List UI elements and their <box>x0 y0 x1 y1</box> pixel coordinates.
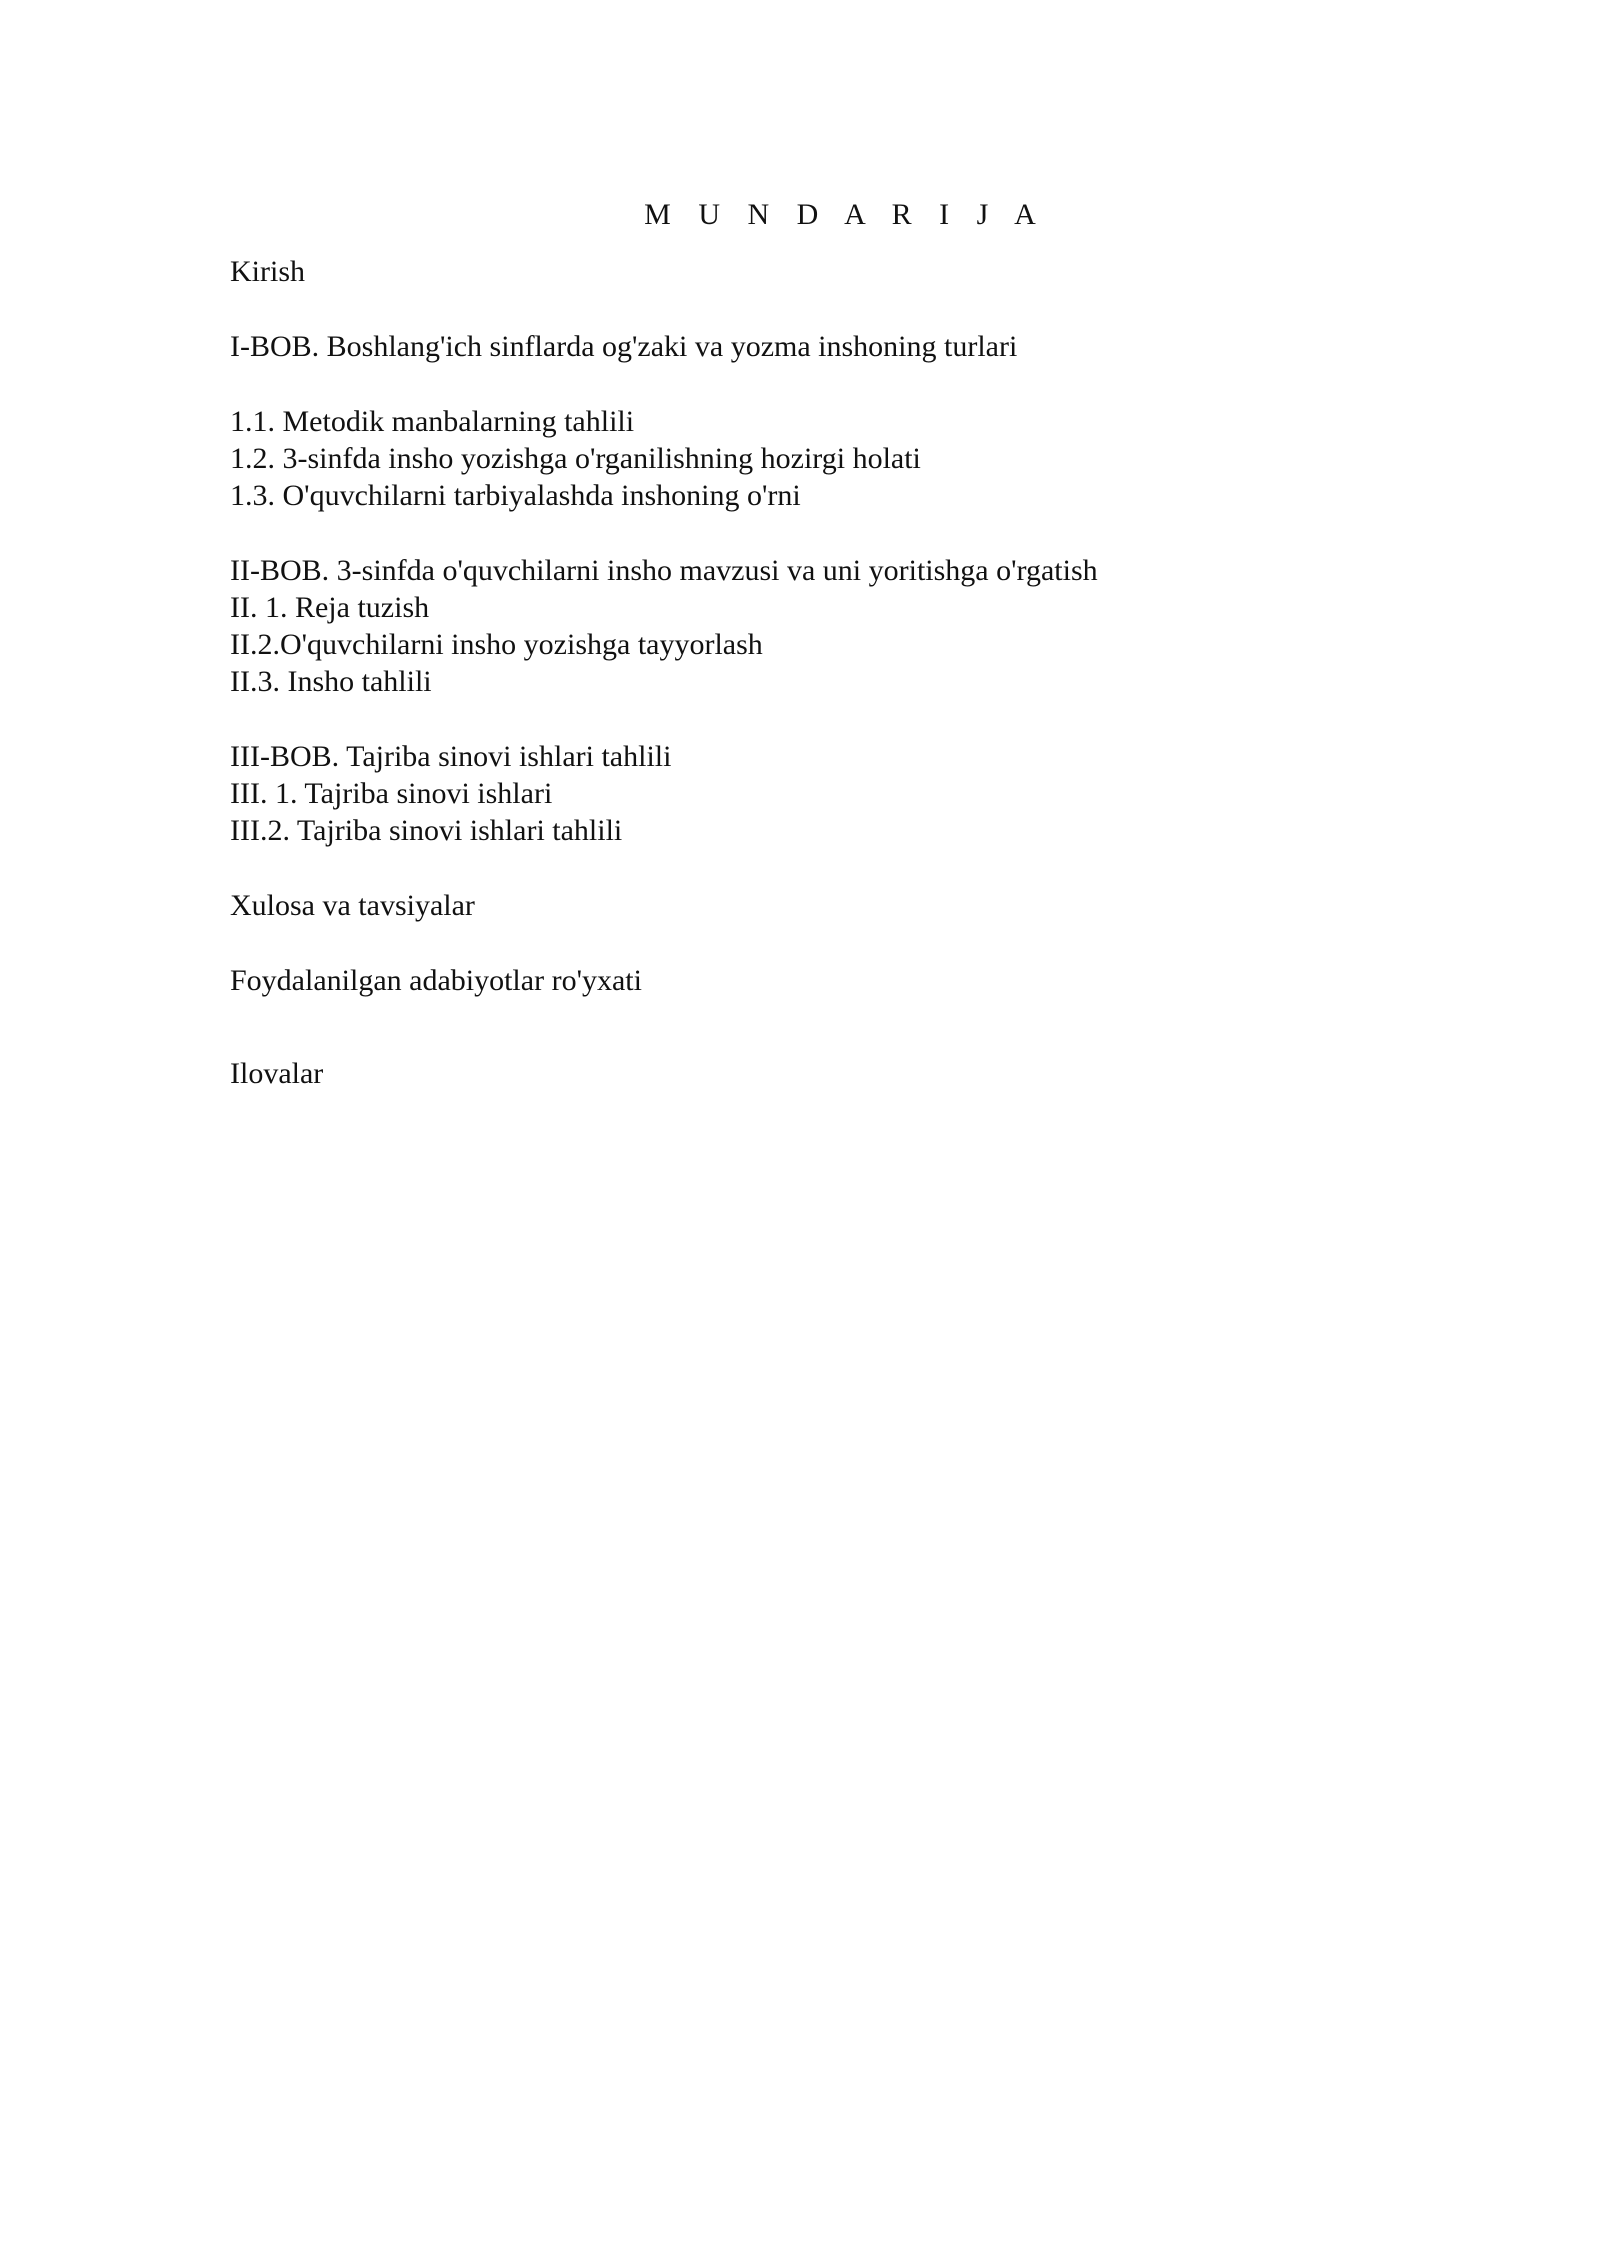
toc-section-2-1: II. 1. Reja tuzish <box>230 591 430 624</box>
toc-spacer <box>230 365 1430 403</box>
toc-chapter-1-heading: I-BOB. Boshlang'ich sinflarda og'zaki va yozma inshoning turlari <box>230 330 1018 363</box>
toc-spacer <box>230 924 1430 962</box>
toc-section-1-3: 1.3. O'quvchilarni tarbiyalashda inshoning o'rni <box>230 479 801 512</box>
toc-spacer <box>230 849 1430 887</box>
toc-section-1-1: 1.1. Metodik manbalarning tahlili <box>230 405 635 438</box>
toc-chapter-3-heading: III-BOB. Tajriba sinovi ishlari tahlili <box>230 740 672 773</box>
toc-section-2-3: II.3. Insho tahlili <box>230 665 432 698</box>
toc-spacer <box>230 700 1430 738</box>
toc-entry-references: Foydalanilgan adabiyotlar ro'yxati <box>230 964 642 997</box>
toc-section-3-1: III. 1. Tajriba sinovi ishlari <box>230 777 553 810</box>
table-of-contents <box>230 253 1430 1092</box>
page-title: M U N D A R I J A <box>644 198 1046 231</box>
toc-spacer <box>230 514 1430 552</box>
toc-chapter-2-heading: II-BOB. 3-sinfda o'quvchilarni insho mavzusi va uni yoritishga o'rgatish <box>230 554 1098 587</box>
toc-section-2-2: II.2.O'quvchilarni insho yozishga tayyorlash <box>230 628 763 661</box>
toc-entry-conclusion: Xulosa va tavsiyalar <box>230 889 475 922</box>
toc-entry-appendices: Ilovalar <box>230 1057 324 1090</box>
toc-entry-intro: Kirish <box>230 255 305 288</box>
toc-section-1-2: 1.2. 3-sinfda insho yozishga o'rganilishning hozirgi holati <box>230 442 921 475</box>
toc-spacer <box>230 999 1430 1055</box>
toc-section-3-2: III.2. Tajriba sinovi ishlari tahlili <box>230 814 623 847</box>
toc-spacer <box>230 290 1430 328</box>
